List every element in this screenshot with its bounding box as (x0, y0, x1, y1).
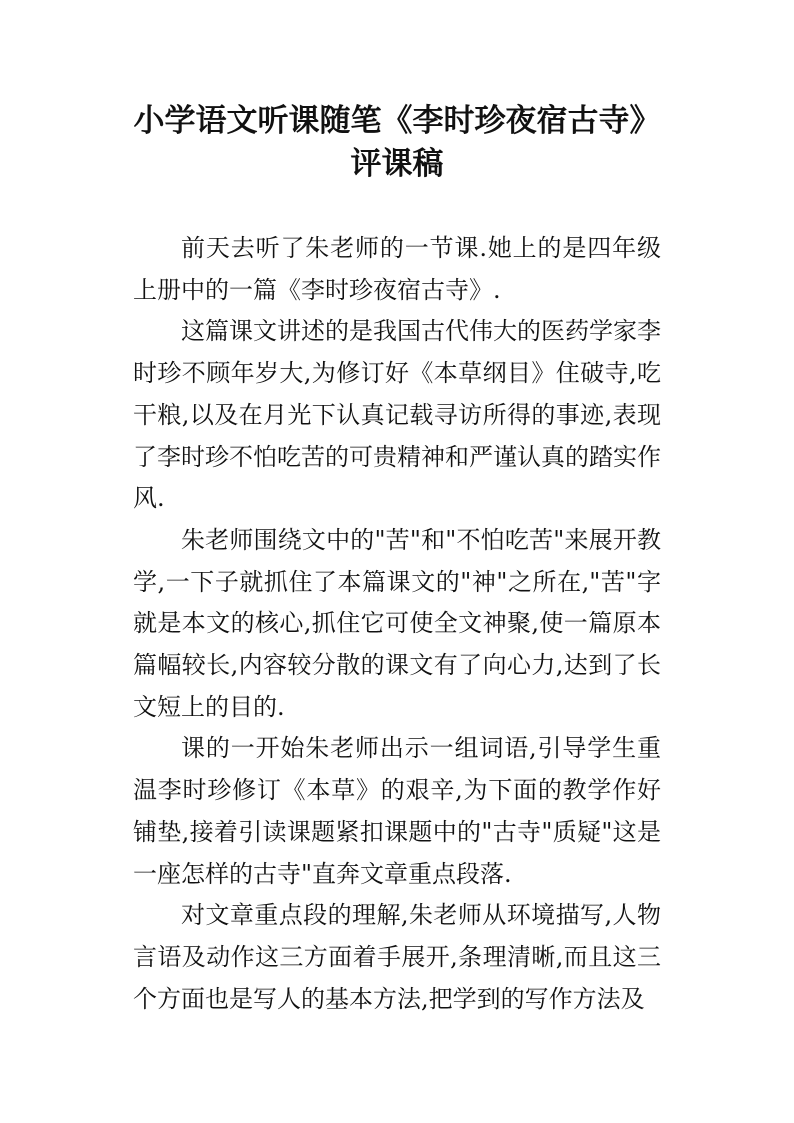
paragraph: 这篇课文讲述的是我国古代伟大的医药学家李时珍不顾年岁大,为修订好《本草纲目》住破寺,吃干粮,以及在月光下认真记载寻访所得的事迹,表现了李时珍不怕吃苦的可贵精神和严谨认真的踏实作风. (133, 317, 661, 513)
paragraph: 前天去听了朱老师的一节课.她上的是四年级上册中的一篇《李时珍夜宿古寺》. (133, 234, 661, 304)
paragraph: 课的一开始朱老师出示一组词语,引导学生重温李时珍修订《本草》的艰辛,为下面的教学作好铺垫,接着引读课题紧扣课题中的"古寺"质疑"这是一座怎样的古寺"直奔文章重点段落. (133, 734, 661, 888)
title-line-1: 小学语文听课随笔《李时珍夜宿古寺》 (133, 103, 661, 139)
paragraph: 朱老师围绕文中的"苦"和"不怕吃苦"来展开教学,一下子就抓住了本篇课文的"神"之所在,"苦"字就是本文的核心,抓住它可使全文神聚,使一篇原本篇幅较长,内容较分散的课文有了向心力,达到了长文短上的目的. (133, 525, 661, 721)
title-line-2: 评课稿 (350, 146, 444, 182)
paragraph: 对文章重点段的理解,朱老师从环境描写,人物言语及动作这三方面着手展开,条理清晰,而且这三个方面也是写人的基本方法,把学到的写作方法及 (133, 901, 661, 1013)
document-title (120, 100, 674, 186)
document-body (133, 228, 661, 1020)
